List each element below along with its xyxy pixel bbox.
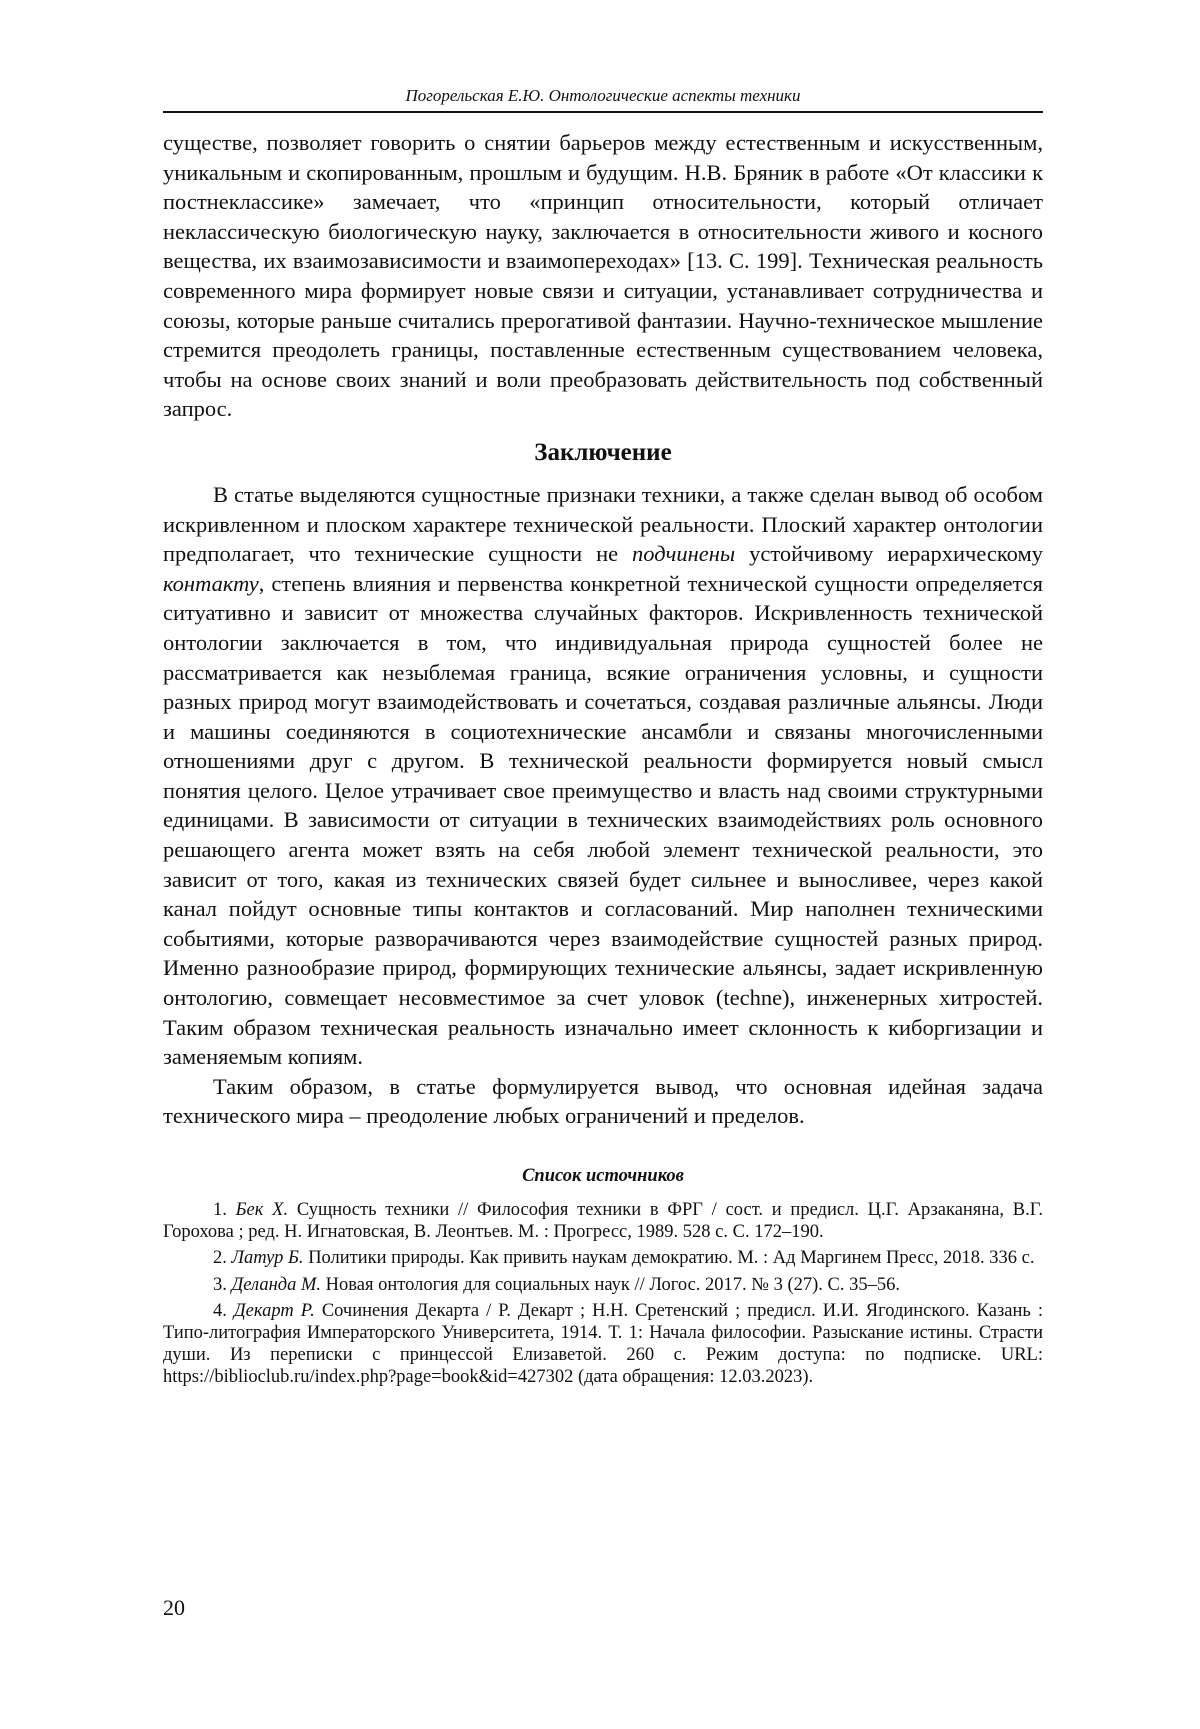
body-paragraph-3: Таким образом, в статье формулируется вывод, что основная идейная задача технического мира – преодоление любых ограничений и пределов. xyxy=(163,1073,1043,1129)
reference-item xyxy=(163,1247,1043,1269)
paper-page xyxy=(163,0,1043,1729)
reference-item xyxy=(163,1199,1043,1243)
reference-text: Новая онтология для социальных наук // Логос. 2017. № 3 (27). С. 35–56. xyxy=(321,1274,900,1295)
reference-author: Бек Х. xyxy=(235,1200,289,1220)
reference-item xyxy=(163,1274,1043,1296)
references-heading: Список источников xyxy=(522,1166,684,1186)
reference-text: Сущность техники // Философия техники в ФРГ / сост. и предисл. Ц.Г. Арзаканяна, В.Г. Горохова ; ред. Н. Игнатовская, В. Леонтьев. М. : Прогресс, 1989. 528 с. С. 172–190. xyxy=(163,1200,1043,1243)
reference-author: Деланда М. xyxy=(231,1274,322,1295)
running-header: Погорельская Е.Ю. Онтологические аспекты техники xyxy=(405,86,801,105)
body-paragraph-2 xyxy=(163,480,1043,1072)
section-heading-conclusion: Заключение xyxy=(534,438,672,466)
reference-number: 4. xyxy=(213,1300,234,1321)
references-list xyxy=(163,1199,1043,1389)
paragraph-text: , степень влияния и первенства конкретной технической сущности определяется ситуативно и зависит от множества случайных факторов. Искривленность технической онтологии заключается в том, что индивидуальная природа сущностей более не рассматривается как незыблемая граница, всякие ограничения условны, и сущности разных природ могут взаимодействовать и сочетаться, создавая различные альянсы. Люди и машины соединяются в социотехнические ансамбли и связаны многочисленными отношениями друг с другом. В технической реальности формируется новый смысл понятия целого. Целое утрачивает свое преимущество и власть над своими структурными единицами. В зависимости от ситуации в технических взаимодействиях роль основного решающего агента может взять на себя любой элемент технической реальности, это зависит от того, какая из технических связей будет сильнее и выносливее, через какой канал пойдут основные типы контактов и согласований. Мир наполнен техническими событиями, которые разворачиваются через взаимодействие сущностей разных природ. Именно разнообразие природ, формирующих технические альянсы, задает искривленную онтологию, совмещает несовместимое за счет уловок (techne), инженерных хитростей. Таким образом техническая реальность изначально имеет склонность к киборгизации и заменяемым копиям. xyxy=(163,570,1043,1070)
reference-number: 1. xyxy=(213,1200,236,1220)
reference-text: Политики природы. Как привить наукам демократию. М. : Ад Маргинем Пресс, 2018. 336 с. xyxy=(303,1248,1035,1269)
reference-number: 3. xyxy=(213,1274,232,1295)
reference-author: Декарт Р. xyxy=(233,1300,315,1321)
paragraph-text: В статье выделяются сущностные признаки техники, а также сделан вывод об особом искривленном и плоском характере технической реальности. Плоский характер онтологии предполагает, что технические сущности не xyxy=(163,481,1043,567)
reference-item xyxy=(163,1300,1043,1389)
italic-emphasis: контакту xyxy=(163,570,259,596)
reference-author: Латур Б. xyxy=(231,1248,304,1269)
body-paragraph-1: существе, позволяет говорить о снятии барьеров между естественным и искусственным, уникальным и скопированным, прошлым и будущим. Н.В. Бряник в работе «От классики к постнеклассике» замечает, что «принцип относительности, который отличает неклассическую биологическую науку, заключается в относительности живого и косного вещества, их взаимозависимости и взаимопереходах» [13. С. 199]. Техническая реальность современного мира формирует новые связи и ситуации, устанавливает сотрудничества и союзы, которые раньше считались прерогативой фантазии. Научно-техническое мышление стремится преодолеть границы, поставленные естественным существованием человека, чтобы на основе своих знаний и воли преобразовать действительность под собственный запрос. xyxy=(163,130,1043,422)
paragraph-text: устойчивому иерархическому xyxy=(735,541,1043,567)
article-body xyxy=(163,128,1043,1393)
reference-number: 2. xyxy=(213,1248,232,1269)
reference-text: Сочинения Декарта / Р. Декарт ; Н.Н. Сретенский ; предисл. И.И. Ягодинского. Казань : Типо-литография Императорского Университета, 1914. Т. 1: Начала философии. Разыскание истины. Страсти души. Из переписки с принцессой Елизаветой. 260 с. Режим доступа: по подписке. URL: https://biblioclub.ru/index.php?page=book&id=427302 (дата обращения: 12.03.2023). xyxy=(163,1300,1044,1388)
italic-emphasis: подчинены xyxy=(632,541,736,567)
header-rule xyxy=(163,111,1043,113)
page-number: 20 xyxy=(163,1595,185,1620)
